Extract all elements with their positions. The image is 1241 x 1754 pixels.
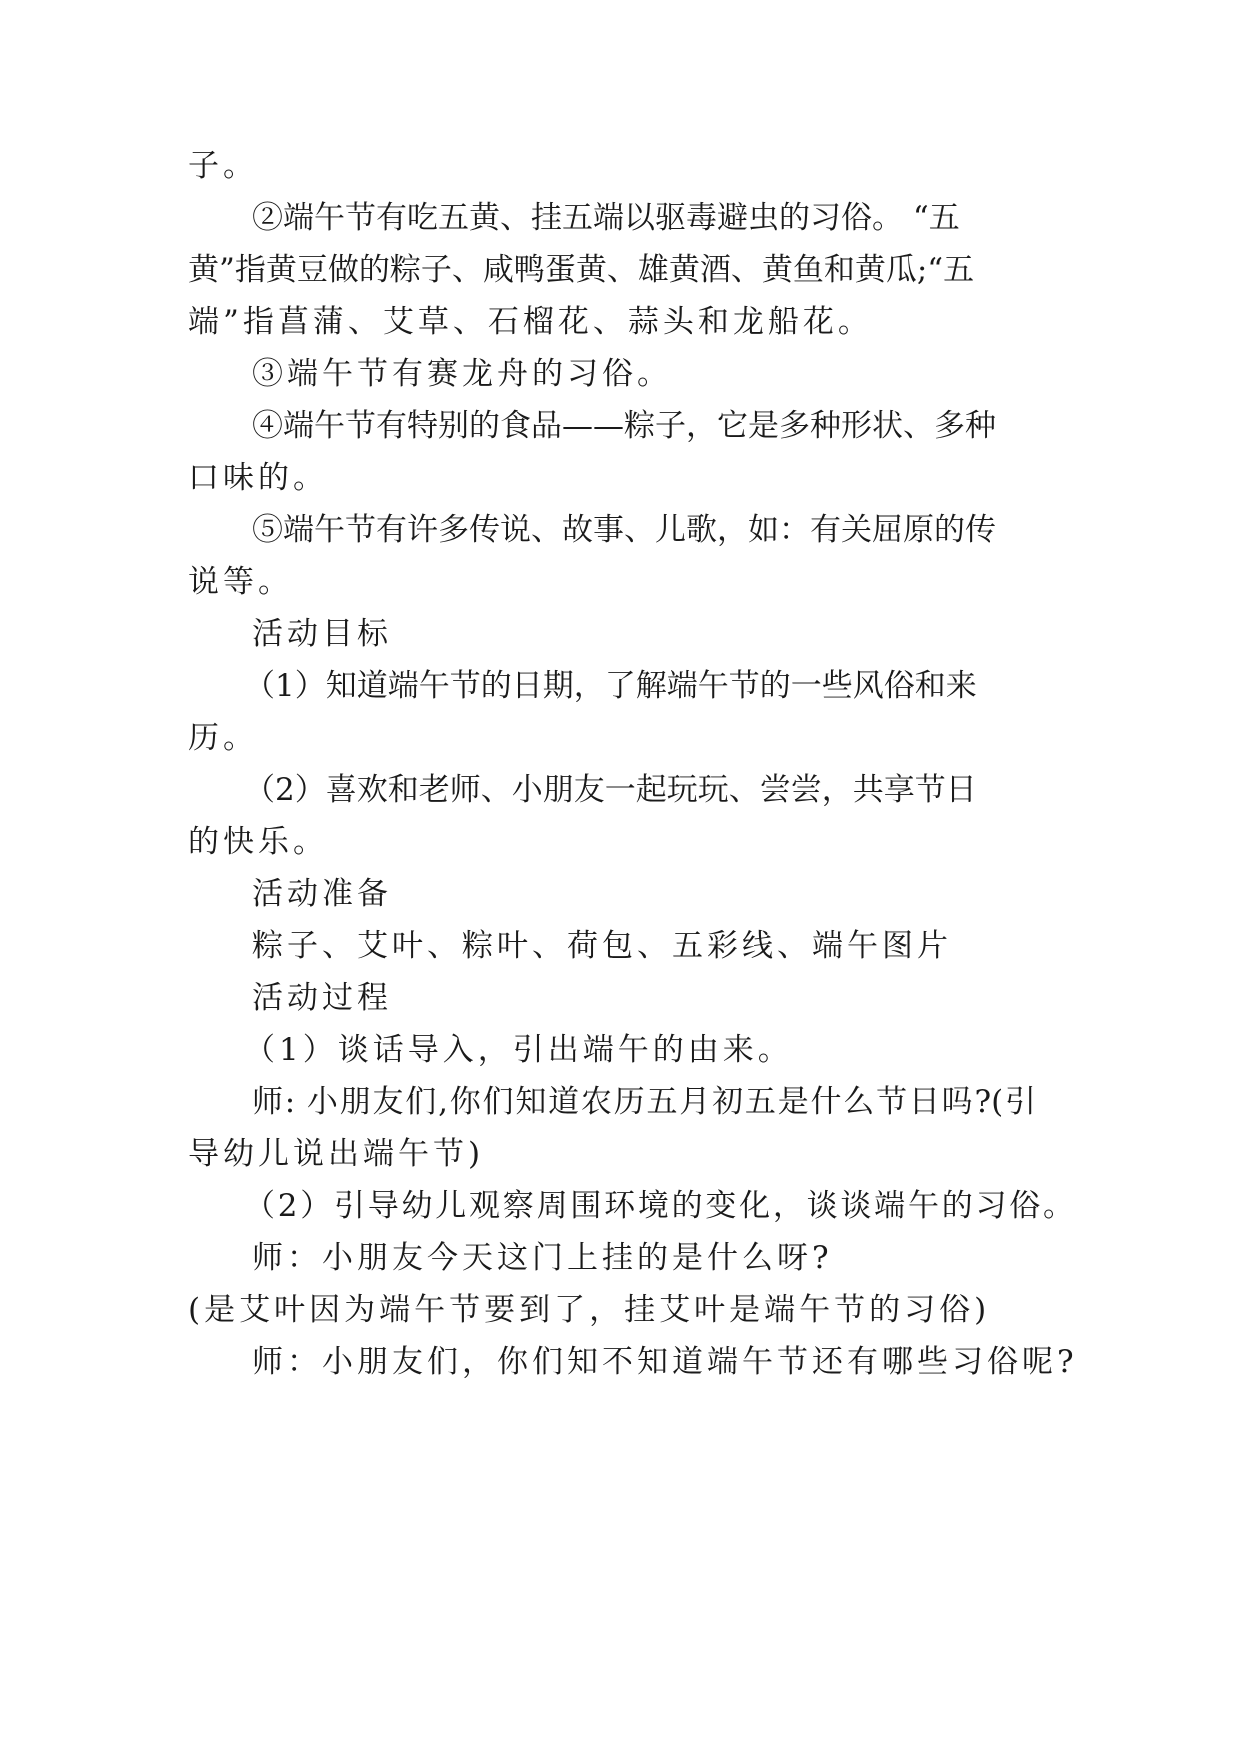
text-line: 黄”指黄豆做的粽子、咸鸭蛋黄、雄黄酒、黄鱼和黄瓜;“五: [188, 252, 975, 288]
text-line: ⑤端午节有许多传说、故事、儿歌，如：有关屈原的传: [252, 512, 996, 548]
section-heading: 活动目标: [252, 616, 392, 652]
text-line: （1）谈话导入，引出端午的由来。: [244, 1032, 793, 1068]
text-line: 师: 小朋友们,你们知道农历五月初五是什么节日吗?(引: [252, 1084, 1036, 1120]
text-line: 师：小朋友们，你们知不知道端午节还有哪些习俗呢?: [252, 1344, 1078, 1380]
section-heading: 活动准备: [252, 876, 392, 912]
text-line: 历。: [188, 720, 258, 756]
text-line: 子。: [188, 148, 258, 184]
text-line: ③端午节有赛龙舟的习俗。: [252, 356, 672, 392]
text-line: ②端午节有吃五黄、挂五端以驱毒避虫的习俗。 “五: [252, 200, 960, 236]
text-line: （1）知道端午节的日期，了解端午节的一些风俗和来: [244, 668, 977, 704]
section-heading: 活动过程: [252, 980, 392, 1016]
text-line: 粽子、艾叶、粽叶、荷包、五彩线、端午图片: [252, 928, 952, 964]
text-line: (是艾叶因为端午节要到了，挂艾叶是端午节的习俗): [188, 1292, 991, 1328]
text-line: 端”指菖蒲、艾草、石榴花、蒜头和龙船花。: [188, 304, 873, 340]
text-line: ④端午节有特别的食品——粽子，它是多种形状、多种: [252, 408, 996, 444]
text-line: （2）引导幼儿观察周围环境的变化，谈谈端午的习俗。: [244, 1188, 1074, 1224]
text-line: 口味的。: [188, 460, 328, 496]
text-line: 的快乐。: [188, 824, 328, 860]
text-line: （2）喜欢和老师、小朋友一起玩玩、尝尝，共享节日: [244, 772, 977, 808]
text-line: 导幼儿说出端午节): [188, 1136, 485, 1172]
text-line: 说等。: [188, 564, 293, 600]
text-line: 师：小朋友今天这门上挂的是什么呀?: [252, 1240, 833, 1276]
